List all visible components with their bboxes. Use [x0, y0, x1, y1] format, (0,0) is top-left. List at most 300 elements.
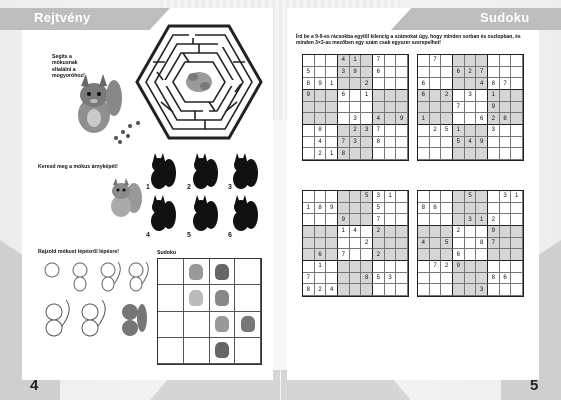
sudoku-cell[interactable] [418, 261, 430, 273]
sudoku-cell[interactable]: 7 [488, 238, 500, 250]
grid-cell[interactable] [235, 312, 261, 338]
sudoku-cell[interactable] [350, 249, 362, 261]
sudoku-cell[interactable]: 8 [488, 78, 500, 90]
sudoku-cell[interactable] [338, 273, 350, 285]
sudoku-cell[interactable]: 8 [500, 113, 512, 125]
sudoku-cell[interactable]: 1 [511, 191, 523, 203]
sudoku-cell[interactable]: 8 [373, 137, 385, 149]
sudoku-cell[interactable] [500, 203, 512, 215]
sudoku-cell[interactable]: 4 [465, 137, 477, 149]
sudoku-cell[interactable] [385, 78, 397, 90]
sudoku-cell[interactable] [418, 55, 430, 67]
sudoku-cell[interactable] [511, 113, 523, 125]
sudoku-cell[interactable]: 2 [315, 284, 327, 296]
sudoku-cell[interactable] [441, 226, 453, 238]
sudoku-cell[interactable] [453, 113, 465, 125]
sudoku-cell[interactable] [465, 273, 477, 285]
sudoku-cell[interactable] [338, 203, 350, 215]
sudoku-cell[interactable] [500, 226, 512, 238]
sudoku-cell[interactable] [326, 67, 338, 79]
sudoku-cell[interactable] [465, 226, 477, 238]
sudoku-cell[interactable] [385, 284, 397, 296]
sudoku-cell[interactable] [488, 148, 500, 160]
sudoku-cell[interactable] [476, 102, 488, 114]
sudoku-cell[interactable] [385, 113, 397, 125]
sudoku-cell[interactable]: 5 [303, 67, 315, 79]
sudoku-cell[interactable] [430, 226, 442, 238]
sudoku-cell[interactable] [441, 284, 453, 296]
sudoku-cell[interactable]: 3 [361, 125, 373, 137]
sudoku-cell[interactable] [500, 148, 512, 160]
sudoku-cell[interactable]: 9 [453, 261, 465, 273]
sudoku-cell[interactable] [361, 102, 373, 114]
grid-cell[interactable] [158, 285, 184, 311]
sudoku-cell[interactable] [373, 261, 385, 273]
sudoku-cell[interactable] [350, 261, 362, 273]
sudoku-cell[interactable]: 8 [315, 203, 327, 215]
sudoku-cell[interactable]: 1 [326, 78, 338, 90]
sudoku-cell[interactable]: 3 [350, 137, 362, 149]
sudoku-cell[interactable] [418, 191, 430, 203]
sudoku-cell[interactable] [488, 67, 500, 79]
sudoku-cell[interactable] [453, 90, 465, 102]
sudoku-cell[interactable] [418, 137, 430, 149]
sudoku-cell[interactable] [315, 273, 327, 285]
sudoku-cell[interactable] [373, 148, 385, 160]
sudoku-cell[interactable] [511, 67, 523, 79]
sudoku-cell[interactable] [488, 137, 500, 149]
sudoku-cell[interactable] [350, 148, 362, 160]
sudoku-cell[interactable] [350, 90, 362, 102]
sudoku-cell[interactable] [315, 191, 327, 203]
sudoku-cell[interactable] [315, 102, 327, 114]
sudoku-cell[interactable] [396, 226, 408, 238]
sudoku-cell[interactable] [511, 261, 523, 273]
sudoku-cell[interactable]: 5 [373, 273, 385, 285]
sudoku-cell[interactable] [315, 67, 327, 79]
sudoku-cell[interactable]: 4 [476, 78, 488, 90]
sudoku-cell[interactable] [385, 238, 397, 250]
sudoku-cell[interactable]: 9 [488, 102, 500, 114]
sudoku-cell[interactable] [396, 55, 408, 67]
sudoku-cell[interactable] [453, 284, 465, 296]
sudoku-cell[interactable] [441, 249, 453, 261]
sudoku-cell[interactable] [350, 284, 362, 296]
sudoku-cell[interactable]: 4 [326, 284, 338, 296]
sudoku-cell[interactable] [315, 113, 327, 125]
sudoku-cell[interactable]: 6 [453, 249, 465, 261]
sudoku-cell[interactable] [511, 55, 523, 67]
grid-cell[interactable] [235, 259, 261, 285]
sudoku-cell[interactable] [465, 284, 477, 296]
grid-cell[interactable] [184, 338, 210, 364]
grid-cell[interactable] [158, 259, 184, 285]
sudoku-cell[interactable] [453, 273, 465, 285]
sudoku-cell[interactable] [511, 226, 523, 238]
sudoku-cell[interactable]: 6 [418, 90, 430, 102]
sudoku-cell[interactable] [303, 214, 315, 226]
sudoku-cell[interactable]: 4 [338, 55, 350, 67]
sudoku-cell[interactable] [511, 137, 523, 149]
sudoku-cell[interactable] [430, 191, 442, 203]
sudoku-cell[interactable] [361, 249, 373, 261]
sudoku-cell[interactable] [326, 273, 338, 285]
sudoku-cell[interactable]: 7 [453, 102, 465, 114]
sudoku-cell[interactable] [385, 214, 397, 226]
sudoku-cell[interactable]: 6 [453, 67, 465, 79]
sudoku-cell[interactable] [303, 238, 315, 250]
grid-cell[interactable] [235, 285, 261, 311]
sudoku-cell[interactable]: 1 [303, 203, 315, 215]
grid-cell[interactable] [158, 338, 184, 364]
sudoku-cell[interactable] [500, 55, 512, 67]
sudoku-cell[interactable] [303, 137, 315, 149]
sudoku-cell[interactable]: 2 [373, 249, 385, 261]
sudoku-cell[interactable]: 6 [500, 273, 512, 285]
sudoku-cell[interactable] [326, 113, 338, 125]
sudoku-cell[interactable]: 1 [338, 226, 350, 238]
sudoku-cell[interactable] [500, 102, 512, 114]
sudoku-cell[interactable] [396, 137, 408, 149]
sudoku-cell[interactable]: 8 [476, 238, 488, 250]
sudoku-cell[interactable] [350, 102, 362, 114]
sudoku-cell[interactable] [453, 238, 465, 250]
sudoku-cell[interactable]: 9 [315, 78, 327, 90]
sudoku-cell[interactable] [326, 238, 338, 250]
sudoku-cell[interactable]: 1 [385, 191, 397, 203]
sudoku-cell[interactable]: 1 [453, 125, 465, 137]
sudoku-cell[interactable] [441, 214, 453, 226]
sudoku-cell[interactable] [361, 148, 373, 160]
sudoku-cell[interactable] [396, 90, 408, 102]
sudoku-cell[interactable]: 7 [338, 249, 350, 261]
sudoku-cell[interactable] [488, 203, 500, 215]
sudoku-cell[interactable] [465, 55, 477, 67]
sudoku-cell[interactable] [488, 191, 500, 203]
sudoku-cell[interactable]: 2 [465, 67, 477, 79]
sudoku-cell[interactable] [465, 148, 477, 160]
sudoku-cell[interactable] [303, 226, 315, 238]
sudoku-cell[interactable] [315, 226, 327, 238]
sudoku-cell[interactable] [338, 238, 350, 250]
sudoku-cell[interactable]: 7 [373, 125, 385, 137]
sudoku-cell[interactable]: 9 [338, 214, 350, 226]
sudoku-cell[interactable]: 6 [373, 67, 385, 79]
sudoku-cell[interactable] [430, 102, 442, 114]
sudoku-cell[interactable]: 8 [303, 284, 315, 296]
sudoku-cell[interactable] [418, 148, 430, 160]
sudoku-cell[interactable] [418, 67, 430, 79]
sudoku-cell[interactable] [361, 55, 373, 67]
sudoku-cell[interactable] [488, 284, 500, 296]
sudoku-cell[interactable]: 5 [373, 203, 385, 215]
sudoku-cell[interactable] [476, 191, 488, 203]
sudoku-cell[interactable]: 2 [361, 78, 373, 90]
sudoku-cell[interactable] [303, 113, 315, 125]
sudoku-cell[interactable]: 8 [361, 273, 373, 285]
sudoku-cell[interactable] [453, 78, 465, 90]
sudoku-cell[interactable] [488, 249, 500, 261]
sudoku-cell[interactable] [500, 249, 512, 261]
sudoku-cell[interactable] [465, 261, 477, 273]
sudoku-cell[interactable] [361, 137, 373, 149]
sudoku-cell[interactable] [303, 148, 315, 160]
sudoku-cell[interactable]: 3 [465, 214, 477, 226]
sudoku-cell[interactable] [476, 226, 488, 238]
sudoku-cell[interactable]: 2 [315, 148, 327, 160]
sudoku-cell[interactable] [315, 90, 327, 102]
sudoku-cell[interactable] [511, 102, 523, 114]
sudoku-cell[interactable] [361, 214, 373, 226]
sudoku-cell[interactable] [326, 261, 338, 273]
sudoku-cell[interactable]: 3 [488, 125, 500, 137]
sudoku-cell[interactable]: 8 [418, 203, 430, 215]
sudoku-cell[interactable] [511, 273, 523, 285]
sudoku-cell[interactable] [385, 102, 397, 114]
sudoku-cell[interactable]: 7 [338, 137, 350, 149]
sudoku-cell[interactable] [396, 191, 408, 203]
sudoku-cell[interactable]: 2 [350, 125, 362, 137]
sudoku-cell[interactable] [500, 137, 512, 149]
sudoku-cell[interactable]: 1 [488, 90, 500, 102]
sudoku-cell[interactable] [430, 249, 442, 261]
sudoku-cell[interactable] [338, 284, 350, 296]
sudoku-cell[interactable] [326, 55, 338, 67]
sudoku-cell[interactable] [476, 273, 488, 285]
sudoku-cell[interactable]: 8 [338, 148, 350, 160]
sudoku-cell[interactable] [373, 238, 385, 250]
sudoku-cell[interactable] [326, 137, 338, 149]
sudoku-cell[interactable] [385, 67, 397, 79]
sudoku-cell[interactable]: 7 [500, 78, 512, 90]
sudoku-cell[interactable] [315, 55, 327, 67]
sudoku-cell[interactable] [350, 203, 362, 215]
sudoku-cell[interactable] [326, 214, 338, 226]
sudoku-cell[interactable] [396, 238, 408, 250]
sudoku-cell[interactable]: 2 [430, 125, 442, 137]
sudoku-cell[interactable]: 6 [430, 203, 442, 215]
sudoku-cell[interactable]: 7 [430, 55, 442, 67]
sudoku-cell[interactable] [488, 55, 500, 67]
sudoku-cell[interactable] [326, 90, 338, 102]
sudoku-cell[interactable] [350, 214, 362, 226]
sudoku-cell[interactable]: 2 [488, 214, 500, 226]
sudoku-cell[interactable] [338, 191, 350, 203]
sudoku-cell[interactable]: 1 [476, 214, 488, 226]
sudoku-cell[interactable] [511, 284, 523, 296]
sudoku-cell[interactable] [465, 249, 477, 261]
sudoku-cell[interactable] [441, 78, 453, 90]
sudoku-cell[interactable] [350, 78, 362, 90]
sudoku-cell[interactable]: 9 [488, 226, 500, 238]
sudoku-cell[interactable] [418, 214, 430, 226]
sudoku-cell[interactable] [511, 203, 523, 215]
sudoku-cell[interactable] [465, 113, 477, 125]
sudoku-cell[interactable] [361, 67, 373, 79]
sudoku-cell[interactable] [396, 261, 408, 273]
sudoku-cell[interactable] [430, 148, 442, 160]
sudoku-cell[interactable]: 6 [418, 78, 430, 90]
grid-cell[interactable] [210, 338, 236, 364]
sudoku-cell[interactable] [350, 273, 362, 285]
sudoku-cell[interactable] [361, 261, 373, 273]
sudoku-cell[interactable] [418, 284, 430, 296]
sudoku-cell[interactable] [418, 226, 430, 238]
sudoku-cell[interactable]: 9 [326, 203, 338, 215]
sudoku-cell[interactable] [511, 148, 523, 160]
sudoku-cell[interactable]: 1 [361, 90, 373, 102]
sudoku-cell[interactable] [303, 249, 315, 261]
sudoku-cell[interactable] [315, 214, 327, 226]
sudoku-cell[interactable] [476, 203, 488, 215]
sudoku-cell[interactable] [430, 284, 442, 296]
sudoku-cell[interactable]: 3 [500, 191, 512, 203]
sudoku-cell[interactable] [453, 214, 465, 226]
sudoku-cell[interactable]: 2 [373, 226, 385, 238]
sudoku-cell[interactable] [441, 273, 453, 285]
grid-cell[interactable] [235, 338, 261, 364]
sudoku-cell[interactable] [511, 90, 523, 102]
sudoku-cell[interactable] [430, 78, 442, 90]
sudoku-cell[interactable] [500, 67, 512, 79]
sudoku-cell[interactable] [326, 249, 338, 261]
sudoku-cell[interactable]: 9 [396, 113, 408, 125]
sudoku-cell[interactable] [303, 55, 315, 67]
sudoku-cell[interactable] [350, 191, 362, 203]
sudoku-cell[interactable] [418, 102, 430, 114]
grid-cell[interactable] [184, 285, 210, 311]
sudoku-cell[interactable] [441, 102, 453, 114]
sudoku-cell[interactable]: 1 [350, 55, 362, 67]
sudoku-cell[interactable] [303, 125, 315, 137]
sudoku-cell[interactable]: 8 [315, 125, 327, 137]
sudoku-cell[interactable]: 3 [350, 113, 362, 125]
sudoku-cell[interactable] [430, 90, 442, 102]
sudoku-cell[interactable] [373, 90, 385, 102]
sudoku-cell[interactable]: 6 [315, 249, 327, 261]
sudoku-cell[interactable] [430, 238, 442, 250]
sudoku-cell[interactable] [396, 67, 408, 79]
sudoku-cell[interactable] [476, 148, 488, 160]
sudoku-cell[interactable] [465, 238, 477, 250]
grid-cell[interactable] [210, 312, 236, 338]
sudoku-cell[interactable] [488, 261, 500, 273]
sudoku-cell[interactable] [511, 78, 523, 90]
sudoku-cell[interactable]: 9 [303, 90, 315, 102]
sudoku-cell[interactable] [385, 148, 397, 160]
sudoku-cell[interactable] [396, 284, 408, 296]
sudoku-cell[interactable] [511, 238, 523, 250]
sudoku-cell[interactable] [396, 125, 408, 137]
sudoku-cell[interactable] [303, 102, 315, 114]
sudoku-cell[interactable] [385, 226, 397, 238]
sudoku-cell[interactable] [326, 102, 338, 114]
sudoku-cell[interactable] [361, 284, 373, 296]
sudoku-cell[interactable] [396, 273, 408, 285]
sudoku-cell[interactable] [453, 148, 465, 160]
grid-cell[interactable] [184, 312, 210, 338]
sudoku-cell[interactable] [361, 113, 373, 125]
sudoku-cell[interactable] [373, 78, 385, 90]
sudoku-cell[interactable] [385, 125, 397, 137]
sudoku-cell[interactable] [338, 261, 350, 273]
sudoku-cell[interactable] [441, 191, 453, 203]
sudoku-cell[interactable] [476, 261, 488, 273]
grid-cell[interactable] [184, 259, 210, 285]
sudoku-cell[interactable] [385, 55, 397, 67]
grid-cell[interactable] [210, 285, 236, 311]
sudoku-cell[interactable] [396, 102, 408, 114]
sudoku-cell[interactable] [476, 125, 488, 137]
sudoku-cell[interactable] [385, 203, 397, 215]
sudoku-cell[interactable]: 7 [476, 67, 488, 79]
sudoku-cell[interactable]: 4 [350, 226, 362, 238]
sudoku-cell[interactable] [500, 90, 512, 102]
sudoku-cell[interactable] [315, 238, 327, 250]
sudoku-cell[interactable] [326, 125, 338, 137]
sudoku-cell[interactable] [500, 284, 512, 296]
sudoku-cell[interactable] [430, 113, 442, 125]
sudoku-cell[interactable]: 3 [385, 273, 397, 285]
sudoku-cell[interactable] [500, 238, 512, 250]
sudoku-cell[interactable] [396, 203, 408, 215]
sudoku-cell[interactable] [361, 226, 373, 238]
sudoku-cell[interactable] [430, 273, 442, 285]
sudoku-cell[interactable] [385, 249, 397, 261]
sudoku-cell[interactable] [465, 203, 477, 215]
sudoku-cell[interactable] [476, 249, 488, 261]
sudoku-cell[interactable] [430, 214, 442, 226]
sudoku-cell[interactable] [465, 78, 477, 90]
sudoku-cell[interactable] [465, 102, 477, 114]
sudoku-cell[interactable] [465, 125, 477, 137]
sudoku-cell[interactable]: 3 [373, 191, 385, 203]
sudoku-cell[interactable] [373, 102, 385, 114]
sudoku-cell[interactable]: 7 [373, 214, 385, 226]
sudoku-cell[interactable]: 7 [303, 273, 315, 285]
sudoku-cell[interactable]: 1 [418, 113, 430, 125]
sudoku-cell[interactable] [338, 125, 350, 137]
sudoku-cell[interactable]: 8 [488, 273, 500, 285]
sudoku-cell[interactable]: 1 [315, 261, 327, 273]
grid-cell[interactable] [210, 259, 236, 285]
sudoku-cell[interactable]: 7 [430, 261, 442, 273]
sudoku-cell[interactable]: 2 [441, 90, 453, 102]
sudoku-cell[interactable] [396, 78, 408, 90]
sudoku-cell[interactable] [500, 261, 512, 273]
sudoku-cell[interactable] [441, 113, 453, 125]
sudoku-cell[interactable] [511, 249, 523, 261]
sudoku-cell[interactable] [441, 148, 453, 160]
sudoku-cell[interactable]: 4 [315, 137, 327, 149]
sudoku-cell[interactable]: 2 [361, 238, 373, 250]
sudoku-cell[interactable] [418, 249, 430, 261]
sudoku-cell[interactable] [338, 78, 350, 90]
sudoku-cell[interactable]: 4 [373, 113, 385, 125]
sudoku-cell[interactable] [453, 203, 465, 215]
sudoku-cell[interactable] [418, 125, 430, 137]
sudoku-cell[interactable]: 1 [326, 148, 338, 160]
sudoku-cell[interactable]: 3 [465, 90, 477, 102]
sudoku-cell[interactable] [396, 148, 408, 160]
sudoku-cell[interactable] [430, 67, 442, 79]
sudoku-cell[interactable] [441, 203, 453, 215]
sudoku-cell[interactable] [385, 261, 397, 273]
sudoku-cell[interactable]: 8 [303, 78, 315, 90]
sudoku-cell[interactable]: 4 [418, 238, 430, 250]
sudoku-cell[interactable] [326, 226, 338, 238]
sudoku-cell[interactable]: 5 [441, 125, 453, 137]
